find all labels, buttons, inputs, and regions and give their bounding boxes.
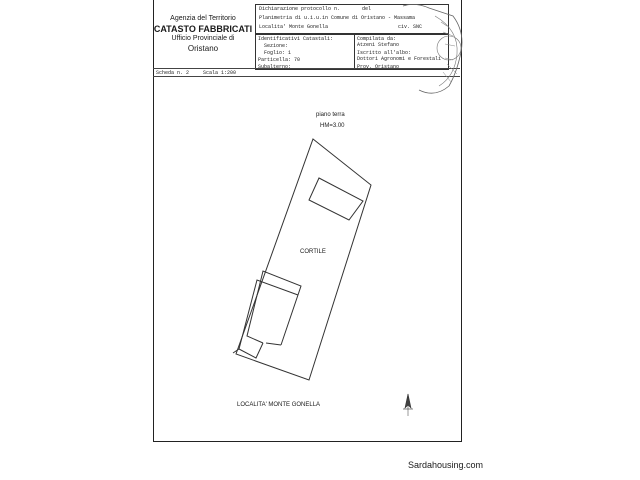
floor-label: piano terra xyxy=(316,112,345,118)
subalterno-label: Subalterno: xyxy=(258,64,292,70)
register-name: Dottori Agronomi e Forestali xyxy=(357,56,442,62)
protocol-label: Dichiarazione protocollo n. xyxy=(259,6,341,12)
website-watermark: Sardahousing.com xyxy=(408,460,484,470)
identifiers-title: Identificativi Catastali: xyxy=(258,36,334,42)
office-name: Ufficio Provinciale di xyxy=(171,35,235,42)
office-city: Oristano xyxy=(187,44,219,53)
sheet-number: Scheda n. 2 xyxy=(156,70,190,76)
date-label: del xyxy=(362,6,372,12)
civic-number: civ. SNC xyxy=(398,24,423,30)
agency-name: Agenzia del Territorio xyxy=(170,15,236,22)
compiler-name: Atzeni Stefano xyxy=(357,42,400,48)
agency-header xyxy=(153,14,253,54)
foglio-label: Foglio: 1 xyxy=(264,50,292,56)
province-label: Prov. Oristano xyxy=(357,64,400,70)
north-arrow-icon xyxy=(400,392,416,418)
courtyard-label: CORTILE xyxy=(300,249,326,255)
compiled-by-label: Compilata da: xyxy=(357,36,397,42)
height-label: HM=3.00 xyxy=(320,123,345,129)
planimetria-text: Planimetria di u.i.u.in Comune di Oristano - Massama xyxy=(259,15,416,21)
particella-label: Particella: 70 xyxy=(258,57,301,63)
registered-label: Iscritto all'albo: xyxy=(357,50,412,56)
sezione-label: Sezione: xyxy=(264,43,289,49)
floor-plan xyxy=(153,77,460,441)
location-label: LOCALITA' MONTE GONELLA xyxy=(237,402,321,408)
localita-text: Localita' Monte Gonella xyxy=(259,24,329,30)
catasto-title: CATASTO FABBRICATI xyxy=(153,24,253,34)
scale-label: Scala 1:200 xyxy=(203,70,237,76)
